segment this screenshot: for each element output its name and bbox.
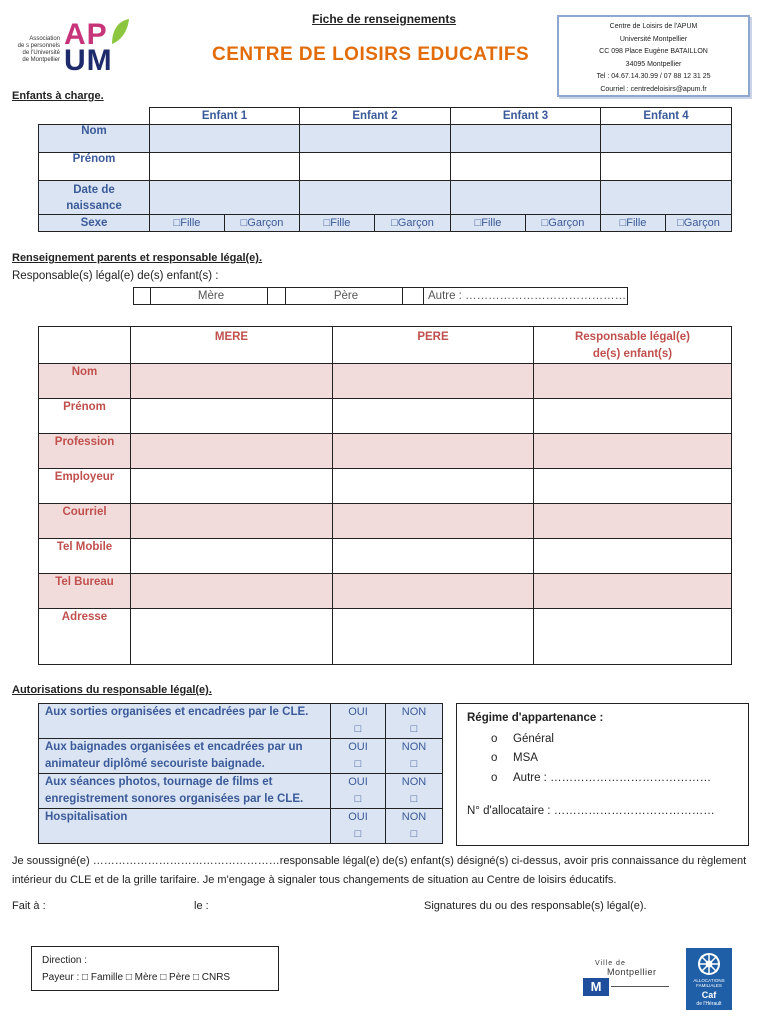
auth-label-sorties: Aux sorties organisées et encadrées par le CLE. <box>39 704 331 739</box>
auth-sorties-oui[interactable]: OUI □ <box>331 704 386 739</box>
contact-line: CC 098 Place Eugène BATAILLON <box>599 48 708 55</box>
row-label-date-naissance: Date de naissance <box>39 181 150 215</box>
declaration-line: intérieur du CLE et de la grille tarifaire. Je m'engage à signaler tous changements de situation au Centre de loisirs éducatifs. <box>12 874 617 886</box>
row-label-prenom: Prénom <box>39 153 150 181</box>
column-header-enfant-2: Enfant 2 <box>300 108 451 125</box>
authorisations-section-title: Autorisations du responsable légal(e). <box>12 684 212 696</box>
column-header-enfant-4: Enfant 4 <box>601 108 732 125</box>
table-row <box>39 609 732 665</box>
caf-text: FAMILIALES <box>696 983 722 988</box>
row-label-adresse: Adresse <box>39 609 131 665</box>
allocataire-field[interactable]: N° d'allocataire : …………………………………… <box>467 805 715 817</box>
enfant-3-date-field[interactable] <box>451 181 601 215</box>
enfant-1-fille-checkbox[interactable]: □Fille <box>150 215 225 232</box>
auth-label-baignades: Aux baignades organisées et encadrées par un animateur diplômé secouriste baignade. <box>39 739 331 774</box>
pere-adresse-field[interactable] <box>333 609 534 665</box>
auth-label-hospitalisation: Hospitalisation <box>39 809 331 844</box>
bullet: o <box>491 752 498 764</box>
enfant-3-nom-field[interactable] <box>451 125 601 153</box>
table-row <box>39 809 443 844</box>
regime-box <box>456 703 749 846</box>
row-label-tel-bureau: Tel Bureau <box>39 574 131 609</box>
enfant-3-prenom-field[interactable] <box>451 153 601 181</box>
declaration-text <box>12 852 762 890</box>
direction-label: Direction : <box>42 955 88 966</box>
regime-option-general[interactable]: o Général <box>467 730 738 750</box>
montpellier-text: Montpellier <box>607 967 657 977</box>
row-label-nom: Nom <box>39 364 131 399</box>
declaration-line: Je soussigné(e) ……………………………………………responsable légal(e) de(s) enfant(s) désigné(s) ci-dessus, avoir pris connaissance du règlement <box>12 855 747 867</box>
contact-line: Tel : 04.67.14.30.99 / 07 88 12 31 25 <box>596 73 711 80</box>
column-header-pere: PERE <box>333 327 534 364</box>
enfant-3-garcon-checkbox[interactable]: □Garçon <box>526 215 601 232</box>
enfant-1-nom-field[interactable] <box>150 125 300 153</box>
caf-logo <box>686 948 732 1010</box>
responsable-adresse-field[interactable] <box>534 609 732 665</box>
contact-line: Centre de Loisirs de l'APUM <box>609 23 698 30</box>
logo-ap-text: AP <box>64 18 108 51</box>
children-section-title: Enfants à charge. <box>12 90 104 102</box>
mere-adresse-field[interactable] <box>131 609 333 665</box>
row-label-nom: Nom <box>39 125 150 153</box>
enfant-4-fille-checkbox[interactable]: □Fille <box>601 215 666 232</box>
mere-nom-field[interactable] <box>131 364 333 399</box>
enfant-4-prenom-field[interactable] <box>601 153 732 181</box>
fiche-title: Fiche de renseignements <box>312 12 457 26</box>
pere-tel-mobile-field[interactable] <box>333 539 534 574</box>
enfant-4-garcon-checkbox[interactable]: □Garçon <box>666 215 732 232</box>
caf-title: Caf <box>701 990 717 1000</box>
contact-box <box>557 15 750 97</box>
enfant-1-date-field[interactable] <box>150 181 300 215</box>
row-label-courriel: Courriel <box>39 504 131 539</box>
pere-courriel-field[interactable] <box>333 504 534 539</box>
logo-um-text: UM <box>64 44 113 77</box>
table-row <box>39 574 732 609</box>
responsable-tel-mobile-field[interactable] <box>534 539 732 574</box>
table-row <box>39 539 732 574</box>
auth-photos-oui[interactable]: OUI □ <box>331 774 386 809</box>
auth-hospitalisation-oui[interactable]: OUI □ <box>331 809 386 844</box>
table-row <box>39 364 732 399</box>
enfant-4-nom-field[interactable] <box>601 125 732 153</box>
column-header-responsable <box>534 327 732 364</box>
caf-subtitle: de l'Hérault <box>696 1001 722 1007</box>
enfant-2-garcon-checkbox[interactable]: □Garçon <box>375 215 451 232</box>
row-label-employeur: Employeur <box>39 469 131 504</box>
mere-checkbox[interactable] <box>134 288 151 305</box>
responsable-employeur-field[interactable] <box>534 469 732 504</box>
contact-line: Université Montpellier <box>619 35 688 43</box>
enfant-2-date-field[interactable] <box>300 181 451 215</box>
column-header-mere: MERE <box>131 327 333 364</box>
option-autre[interactable]: Autre : …………………………………… <box>424 288 628 305</box>
enfant-3-fille-checkbox[interactable]: □Fille <box>451 215 526 232</box>
responsable-courriel-field[interactable] <box>534 504 732 539</box>
auth-label-photos: Aux séances photos, tournage de films et enregistrement sonores organisées par le CLE. <box>39 774 331 809</box>
responsable-prenom-field[interactable] <box>534 399 732 434</box>
mere-employeur-field[interactable] <box>131 469 333 504</box>
contact-line: Courriel : centredeloisirs@apum.fr <box>600 85 707 93</box>
responsable-profession-field[interactable] <box>534 434 732 469</box>
ville-montpellier-logo <box>583 960 673 998</box>
caf-emblem-icon <box>694 951 724 977</box>
pere-employeur-field[interactable] <box>333 469 534 504</box>
table-row <box>39 704 443 739</box>
regime-option-autre[interactable]: o Autre : …………………………………… <box>467 769 738 789</box>
table-row <box>39 434 732 469</box>
page-title: CENTRE DE LOISIRS EDUCATIFS <box>212 44 530 65</box>
table-row <box>39 469 732 504</box>
children-table <box>38 107 732 232</box>
column-header-enfant-1: Enfant 1 <box>150 108 300 125</box>
responsables-options <box>133 287 628 305</box>
auth-hospitalisation-non[interactable]: NON □ <box>386 809 443 844</box>
table-row <box>39 739 443 774</box>
enfant-2-prenom-field[interactable] <box>300 153 451 181</box>
logo-divider <box>611 986 669 987</box>
bullet: o <box>491 771 498 784</box>
auth-baignades-oui[interactable]: OUI □ <box>331 739 386 774</box>
m-logo-icon: M <box>583 978 609 996</box>
regime-title: Régime d'appartenance : <box>467 712 604 724</box>
signatures-label: Signatures du ou des responsable(s) légal(e). <box>424 900 647 912</box>
option-mere: Mère <box>151 288 268 305</box>
table-row <box>39 774 443 809</box>
enfant-1-prenom-field[interactable] <box>150 153 300 181</box>
column-header-enfant-3: Enfant 3 <box>451 108 601 125</box>
mere-profession-field[interactable] <box>131 434 333 469</box>
pere-profession-field[interactable] <box>333 434 534 469</box>
responsable-nom-field[interactable] <box>534 364 732 399</box>
pere-prenom-field[interactable] <box>333 399 534 434</box>
row-label-prenom: Prénom <box>39 399 131 434</box>
mere-tel-mobile-field[interactable] <box>131 539 333 574</box>
column-header-responsable-line1: Responsable légal(e) <box>574 331 691 343</box>
parents-table <box>38 326 732 665</box>
authorisations-table <box>38 703 443 844</box>
pere-tel-bureau-field[interactable] <box>333 574 534 609</box>
mere-prenom-field[interactable] <box>131 399 333 434</box>
row-label-sexe: Sexe <box>39 215 150 232</box>
date-field[interactable]: le : <box>194 900 209 912</box>
bullet: o <box>491 732 498 745</box>
direction-box <box>31 946 279 991</box>
pere-checkbox[interactable] <box>268 288 286 305</box>
logo-association-text: Association de s personnels de l'Université de Montpellier <box>17 36 60 63</box>
row-label-tel-mobile: Tel Mobile <box>39 539 131 574</box>
table-row <box>39 399 732 434</box>
enfant-1-garcon-checkbox[interactable]: □Garçon <box>225 215 300 232</box>
enfant-4-date-field[interactable] <box>601 181 732 215</box>
regime-option-msa[interactable]: o MSA <box>467 749 738 769</box>
table-row <box>39 153 732 181</box>
auth-sorties-non[interactable]: NON □ <box>386 704 443 739</box>
autre-checkbox[interactable] <box>403 288 424 305</box>
table-row <box>39 181 732 215</box>
parents-section-title: Renseignement parents et responsable légal(e). <box>12 252 263 264</box>
mere-courriel-field[interactable] <box>131 504 333 539</box>
caf-text: ALLOCATIONS <box>693 978 725 983</box>
auth-baignades-non[interactable]: NON □ <box>386 739 443 774</box>
table-row <box>39 125 732 153</box>
option-pere: Père <box>286 288 403 305</box>
responsables-label: Responsable(s) légal(e) de(s) enfant(s) : <box>12 270 219 282</box>
payeur-options[interactable]: Payeur : □ Famille □ Mère □ Père □ CNRS <box>42 972 231 983</box>
contact-line: 34095 Montpellier <box>625 60 682 68</box>
auth-photos-non[interactable]: NON □ <box>386 774 443 809</box>
ville-de-text: Ville de <box>595 960 626 967</box>
apum-logo <box>12 18 127 78</box>
table-row <box>39 215 732 232</box>
enfant-2-fille-checkbox[interactable]: □Fille <box>300 215 375 232</box>
enfant-2-nom-field[interactable] <box>300 125 451 153</box>
responsable-tel-bureau-field[interactable] <box>534 574 732 609</box>
leaf-icon <box>110 18 130 46</box>
mere-tel-bureau-field[interactable] <box>131 574 333 609</box>
row-label-profession: Profession <box>39 434 131 469</box>
fait-a-field[interactable]: Fait à : <box>12 900 46 912</box>
pere-nom-field[interactable] <box>333 364 534 399</box>
table-row <box>39 504 732 539</box>
column-header-responsable-line2: de(s) enfant(s) <box>592 348 673 360</box>
